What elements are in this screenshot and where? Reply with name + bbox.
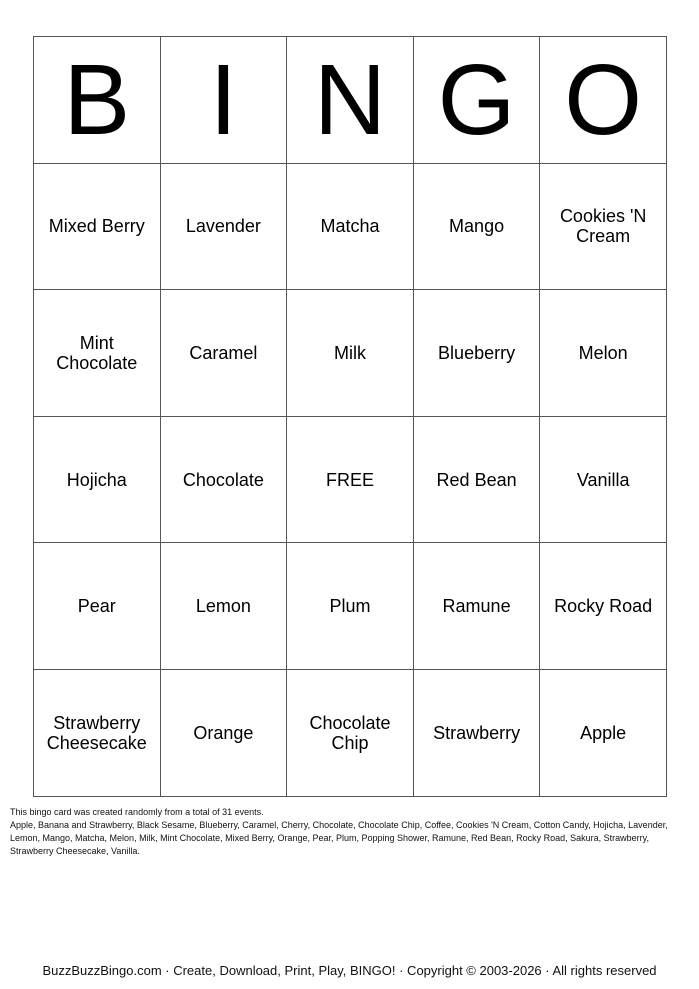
header-letter-g: G: [413, 37, 540, 164]
bingo-cell: Pear: [34, 543, 161, 670]
bingo-cell: Strawberry Cheesecake: [34, 669, 161, 796]
bingo-cell: Chocolate Chip: [287, 669, 414, 796]
bingo-cell: Lemon: [160, 543, 287, 670]
bingo-card: [33, 36, 667, 797]
bingo-row: [34, 290, 667, 417]
bingo-cell: Orange: [160, 669, 287, 796]
bingo-cell: Apple: [540, 669, 667, 796]
copyright-footer: BuzzBuzzBingo.com · Create, Download, Print, Play, BINGO! · Copyright © 2003-2026 · All rights reserved: [42, 963, 657, 978]
bingo-cell: Rocky Road: [540, 543, 667, 670]
bingo-cell: Chocolate: [160, 416, 287, 543]
bingo-cell: Strawberry: [413, 669, 540, 796]
bingo-header-row: [34, 37, 667, 164]
bingo-cell: Mint Chocolate: [34, 290, 161, 417]
bingo-row: [34, 543, 667, 670]
event-list-note: [10, 806, 690, 858]
header-letter-o: O: [540, 37, 667, 164]
header-letter-b: B: [34, 37, 161, 164]
bingo-row: [34, 669, 667, 796]
bingo-cell: Caramel: [160, 290, 287, 417]
bingo-cell: Lavender: [160, 163, 287, 290]
header-letter-n: N: [287, 37, 414, 164]
header-letter-i: I: [160, 37, 287, 164]
bingo-cell: Red Bean: [413, 416, 540, 543]
bingo-cell: Milk: [287, 290, 414, 417]
free-space-cell: FREE: [287, 416, 414, 543]
bingo-cell: Mango: [413, 163, 540, 290]
bingo-cell: Hojicha: [34, 416, 161, 543]
bingo-cell: Vanilla: [540, 416, 667, 543]
bingo-cell: Blueberry: [413, 290, 540, 417]
event-list: Apple, Banana and Strawberry, Black Sesame, Blueberry, Caramel, Cherry, Chocolate, Chocolate Chip, Coffee, Cookies 'N Cream, Cotton Candy, Hojicha, Lavender, Lemon, Mango, Matcha, Melon, Milk, Mint Chocolate, Mixed Berry, Orange, Pear, Plum, Popping Shower, Ramune, Red Bean, Rocky Road, Sakura, Strawberry, Strawberry Cheesecake, Vanilla.: [10, 820, 668, 856]
bingo-row: [34, 416, 667, 543]
bingo-cell: Ramune: [413, 543, 540, 670]
bingo-cell: Mixed Berry: [34, 163, 161, 290]
creation-note: This bingo card was created randomly from a total of 31 events.: [10, 807, 264, 817]
bingo-cell: Matcha: [287, 163, 414, 290]
bingo-cell: Cookies 'N Cream: [540, 163, 667, 290]
bingo-cell: Plum: [287, 543, 414, 670]
bingo-cell: Melon: [540, 290, 667, 417]
bingo-row: [34, 163, 667, 290]
